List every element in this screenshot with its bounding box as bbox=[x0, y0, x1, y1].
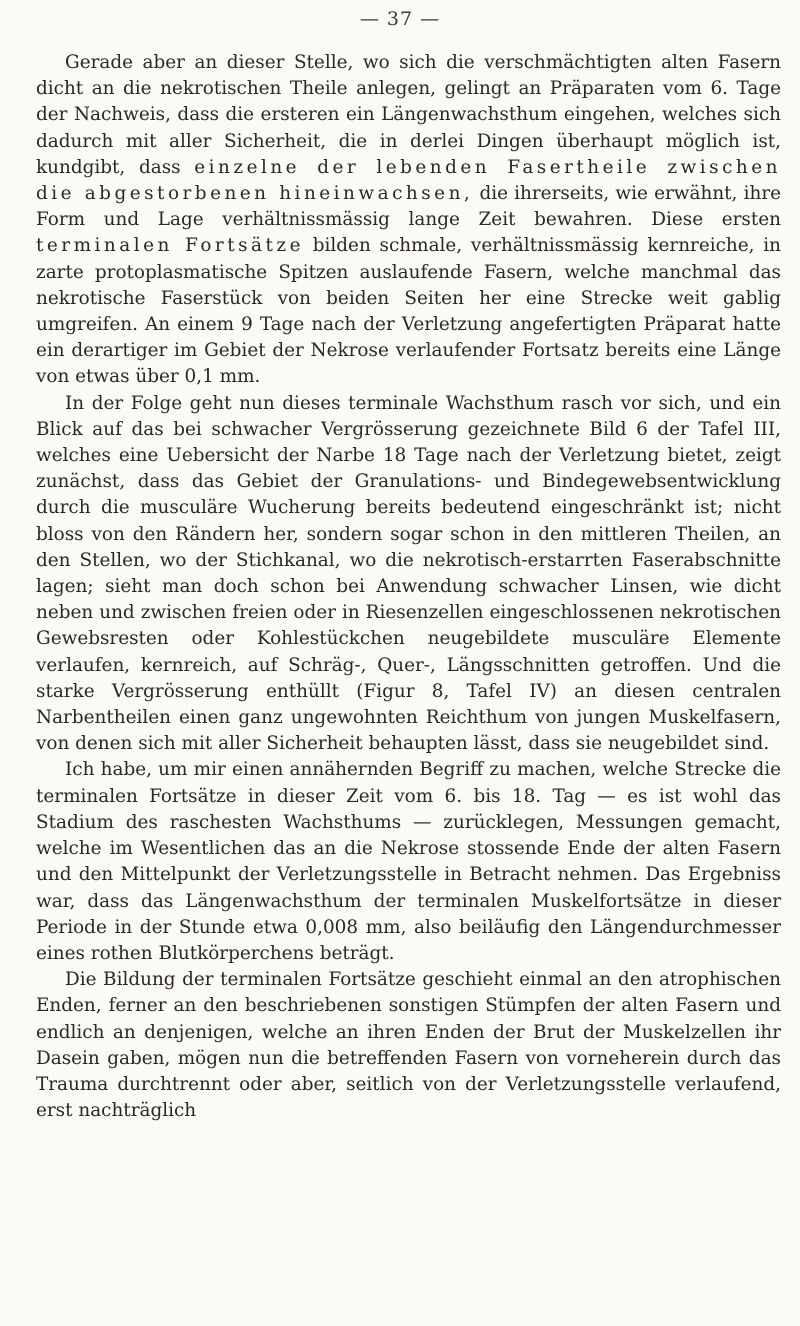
text-run: Gerade aber an dieser Stelle, wo sich die verschmächtigten alten Fasern dicht an die nekrotischen Theile anlegen, gelingt an Präparaten vom 6. Tage der Nachweis, dass die ersteren ein Längenwachsthum eingehen, welches sich dadurch mit aller Sicherheit, die in derlei Dingen überhaupt möglich ist, kundgibt, dass bbox=[36, 52, 781, 178]
text-run: Die Bildung der terminalen Fortsätze geschieht einmal an den atrophischen Enden, ferner an den beschriebenen sonstigen Stümpfen der alten Fasern und endlich an denjenigen, welche an ihren Enden der Brut der Muskelzellen ihr Dasein gaben, mögen nun die betreffenden Fasern von vorneherein durch das Trauma durchtrennt oder aber, seitlich von der Verletzungsstelle verlaufend, erst nachträglich bbox=[36, 969, 781, 1122]
paragraph-3 bbox=[36, 757, 781, 967]
page-number: — 37 — bbox=[359, 8, 441, 30]
paragraph-4 bbox=[36, 967, 781, 1124]
paragraph-2 bbox=[36, 391, 781, 758]
paragraph-1 bbox=[36, 50, 781, 391]
text-run: die ihrerseits, wie erwähnt, ihre Form und Lage verhältnissmässig lange Zeit bewahren. Diese ersten bbox=[36, 183, 781, 231]
text-run: In der Folge geht nun dieses terminale Wachsthum rasch vor sich, und ein Blick auf das bei schwacher Vergrösserung gezeichnete Bild 6 der Tafel III, welches eine Uebersicht der Narbe 18 Tage nach der Verletzung bietet, zeigt zunächst, dass das Gebiet der Granulations- und Bindegewebsentwicklung durch die musculäre Wucherung bereits bedeutend eingeschränkt ist; nicht bloss von den Rändern her, sondern sogar schon in den mittleren Theilen, an den Stellen, wo der Stichkanal, wo die nekrotisch-erstarrten Faserabschnitte lagen; sieht man doch schon bei Anwendung schwacher Linsen, wie dicht neben und zwischen freien oder in Riesenzellen eingeschlossenen nekrotischen Gewebsresten oder Kohlestückchen neugebildete musculäre Elemente verlaufen, kernreich, auf Schräg-, Quer-, Längsschnitten getroffen. Und die starke Vergrösserung enthüllt (Figur 8, Tafel IV) an diesen centralen Narbentheilen einen ganz ungewohnten Reichthum von jungen Muskelfasern, von denen sich mit aller Sicherheit behaupten lässt, dass sie neugebildet sind. bbox=[36, 392, 781, 755]
text-run: bilden schmale, verhältnissmässig kernreiche, in zarte protoplasmatische Spitzen auslaufende Fasern, welche manchmal das nekrotische Faserstück von beiden Seiten her eine Strecke weit gablig umgreifen. An einem 9 Tage nach der Verletzung angefertigten Präparat hatte ein derartiger im Gebiet der Nekrose verlaufender Fortsatz bereits eine Länge von etwas über 0,1 mm. bbox=[36, 235, 781, 388]
spaced-emphasis: terminalen Fortsätze bbox=[36, 235, 304, 257]
body-text bbox=[36, 50, 781, 1124]
spaced-emphasis: einzelne der lebenden Fasertheile zwischen die abgestorbenen hineinwachsen, bbox=[36, 156, 781, 205]
text-run: Ich habe, um mir einen annähernden Begriff zu machen, welche Strecke die terminalen Fortsätze in dieser Zeit vom 6. bis 18. Tag — es ist wohl das Stadium des raschesten Wachsthums — zurücklegen, Messungen gemacht, welche im Wesentlichen das an die Nekrose stossende Ende der alten Fasern und den Mittelpunkt der Verletzungsstelle in Betracht nehmen. Das Ergebniss war, dass das Längenwachsthum der terminalen Muskelfortsätze in dieser Periode in der Stunde etwa 0,008 mm, also beiläufig den Längendurchmesser eines rothen Blutkörperchens beträgt. bbox=[36, 759, 781, 964]
